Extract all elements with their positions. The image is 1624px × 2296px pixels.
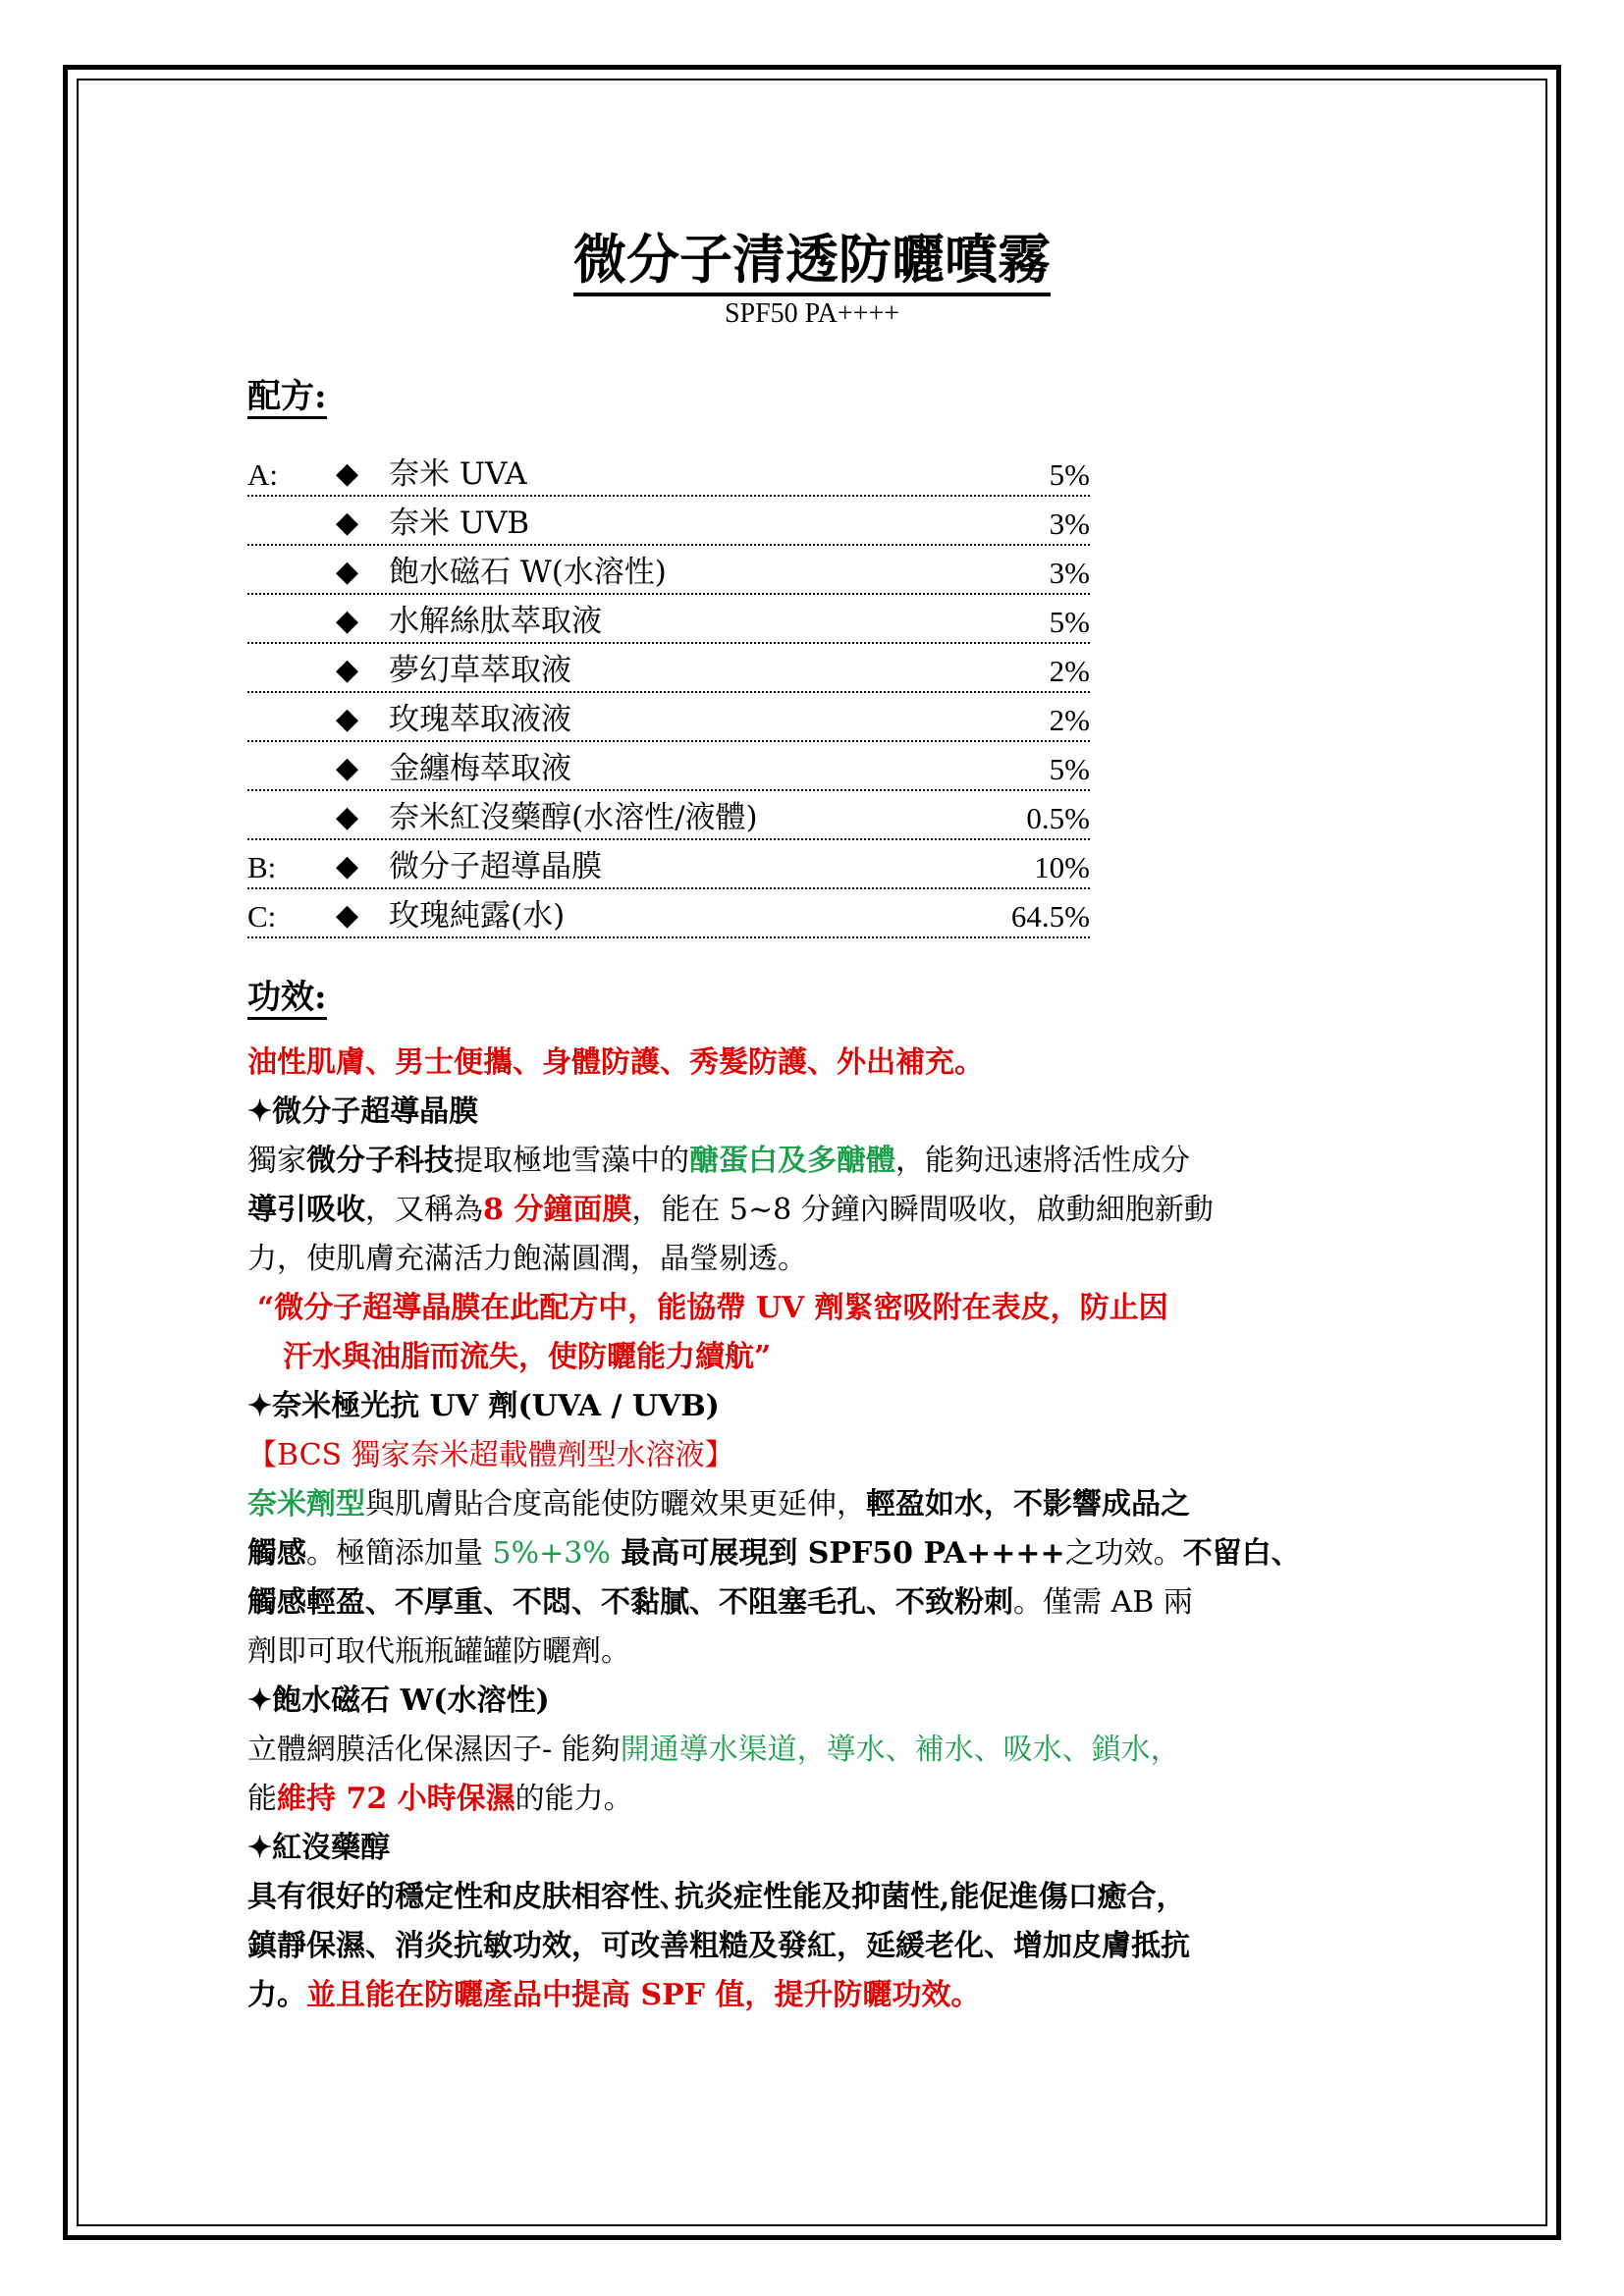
effect-heading: 功效: [247, 970, 327, 1018]
formula-percent: 3% [1049, 507, 1090, 541]
section-paragraph-line: 奈米劑型與肌膚貼合度高能使防曬效果更延伸，輕盈如水，不影響成品之 [247, 1487, 1190, 1522]
effect-intro: 油性肌膚、男士便攜、身體防護、秀髮防護、外出補充。 [247, 1045, 984, 1080]
highlight-quote: “微分子超導晶膜在此配方中，能協帶 UV 劑緊密吸附在表皮，防止因 [257, 1291, 1168, 1325]
formula-ingredient: 夢幻草萃取液 [389, 653, 571, 688]
formula-heading: 配方: [247, 369, 327, 417]
formula-row [247, 742, 1090, 791]
section-paragraph-line: 力。並且能在防曬產品中提高 SPF 值，提升防曬功效。 [247, 1978, 981, 2012]
formula-row [247, 840, 1090, 889]
formula-ingredient: 奈米 UVA [389, 456, 527, 492]
section-paragraph-line: 立體網膜活化保濕因子- 能夠開通導水渠道，導水、補水、吸水、鎖水， [247, 1733, 1180, 1767]
formula-percent: 0.5% [1026, 801, 1090, 835]
diamond-bullet-icon: ◆ [336, 555, 359, 589]
section-paragraph-line: 觸感。極簡添加量 5%+3% 最高可展現到 SPF50 PA++++之功效。不留白、 [247, 1536, 1301, 1571]
formula-row [247, 448, 1090, 497]
section-paragraph-line: 觸感輕盈、不厚重、不悶、不黏膩、不阻塞毛孔、不致粉刺。僅需 AB 兩 [247, 1585, 1193, 1620]
document-subtitle: SPF50 PA++++ [724, 298, 900, 329]
formula-percent: 5% [1049, 752, 1090, 786]
section-paragraph-line: 具有很好的穩定性和皮肤相容性､抗炎症性能及抑菌性,能促進傷口癒合， [247, 1880, 1186, 1914]
section-title-nano-uv: ✦奈米極光抗 UV 劑(UVA / UVB) [247, 1389, 720, 1423]
section-paragraph-line: 鎮靜保濕、消炎抗敏功效，可改善粗糙及發紅，延緩老化、增加皮膚抵抗 [247, 1929, 1190, 1963]
formula-row [247, 595, 1090, 644]
section-paragraph-line: 導引吸收，又稱為8 分鐘面膜，能在 5~8 分鐘內瞬間吸收，啟動細胞新動 [247, 1193, 1214, 1227]
formula-percent: 64.5% [1010, 899, 1090, 934]
diamond-bullet-icon: ◆ [336, 800, 359, 834]
section-paragraph-line: 劑即可取代瓶瓶罐罐防曬劑。 [247, 1634, 630, 1669]
diamond-bullet-icon: ◆ [336, 702, 359, 736]
formula-ingredient: 微分子超導晶膜 [389, 849, 602, 884]
diamond-bullet-icon: ◆ [336, 849, 359, 883]
diamond-bullet-icon: ◆ [336, 456, 359, 491]
formula-row [247, 497, 1090, 546]
diamond-bullet-icon: ◆ [336, 751, 359, 785]
formula-row [247, 889, 1090, 938]
formula-percent: 2% [1049, 654, 1090, 688]
formula-table [247, 448, 1090, 938]
formula-ingredient: 金纏梅萃取液 [389, 751, 571, 786]
formula-ingredient: 玫瑰萃取液液 [389, 702, 571, 737]
formula-percent: 3% [1049, 556, 1090, 590]
section-title-water-magnet: ✦飽水磁石 W(水溶性) [247, 1683, 550, 1718]
section-paragraph-line: 獨家微分子科技提取極地雪藻中的醣蛋白及多醣體，能夠迅速將活性成分 [247, 1144, 1190, 1178]
effect-body [247, 1039, 1406, 2020]
formula-ingredient: 玫瑰純露(水) [389, 898, 566, 934]
formula-ingredient: 水解絲肽萃取液 [389, 604, 602, 639]
section-paragraph-line: 能維持 72 小時保濕的能力。 [247, 1782, 633, 1816]
formula-group: C: [247, 899, 277, 934]
formula-row [247, 693, 1090, 742]
formula-row [247, 791, 1090, 840]
formula-row [247, 644, 1090, 693]
formula-ingredient: 奈米紅沒藥醇(水溶性/液體) [389, 800, 758, 835]
formula-percent: 5% [1049, 457, 1090, 492]
section-title-superconduct-film: ✦微分子超導晶膜 [247, 1095, 479, 1129]
diamond-bullet-icon: ◆ [336, 653, 359, 687]
diamond-bullet-icon: ◆ [336, 604, 359, 638]
section-paragraph-line: 力，使肌膚充滿活力飽滿圓潤，晶瑩剔透。 [247, 1242, 807, 1276]
diamond-bullet-icon: ◆ [336, 898, 359, 933]
formula-row [247, 546, 1090, 595]
formula-percent: 10% [1034, 850, 1090, 884]
document-title: 微分子清透防曬噴霧 [0, 218, 1624, 294]
formula-group: B: [247, 850, 277, 884]
diamond-bullet-icon: ◆ [336, 506, 359, 540]
formula-ingredient: 奈米 UVB [389, 506, 530, 541]
formula-group: A: [247, 457, 278, 492]
formula-ingredient: 飽水磁石 W(水溶性) [389, 555, 667, 590]
section-title-bisabolol: ✦紅沒藥醇 [247, 1831, 391, 1865]
formula-percent: 2% [1049, 703, 1090, 737]
formula-percent: 5% [1049, 605, 1090, 639]
highlight-quote: 汗水與油脂而流失，使防曬能力續航” [283, 1340, 772, 1374]
section-tag: 【BCS 獨家奈米超載體劑型水溶液】 [247, 1438, 734, 1472]
